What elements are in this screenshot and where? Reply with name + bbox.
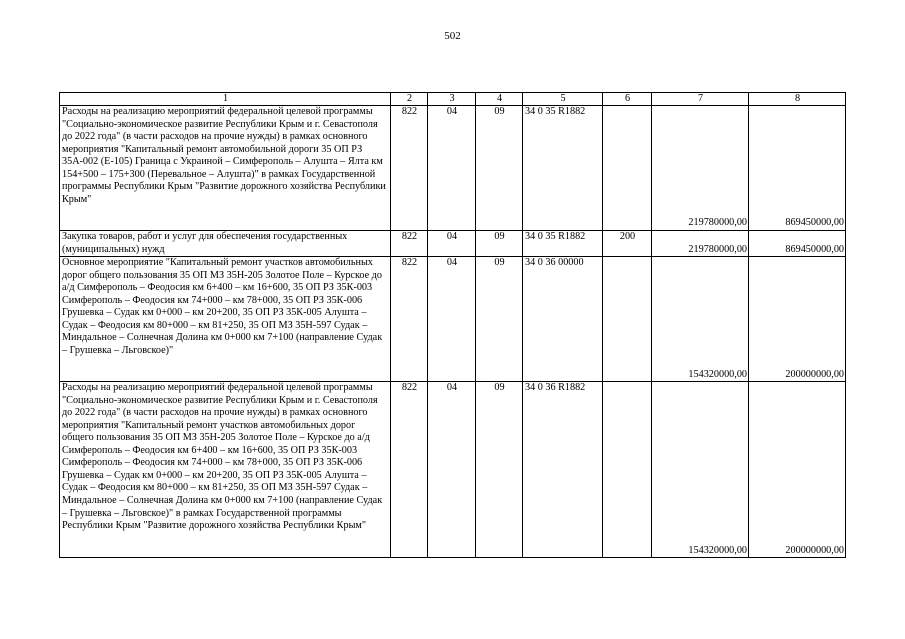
section-code: 04 (428, 106, 476, 231)
ministry-code: 822 (391, 231, 428, 257)
row-description: Основное мероприятие "Капитальный ремонт участков автомобильных дорог общего пользования 35 ОП МЗ 35Н-205 Золотое Поле – Курское до а/д Симферополь – Феодосия км 6+400 – км 16+600, 35 ОП РЗ 35К-003 Симферополь – Феодосия км 74+000 – км 78+000, 35 ОП РЗ 35К-006 Грушевка – Судак км 0+000 – км 20+200, 35 ОП РЗ 35К-005 Алушта – Судак – Феодосия км 80+000 – км 81+250, 35 ОП МЗ 35Н-597 Судак – Миндальное – Солнечная Долина км 0+000 км 7+100 (направление Судак – Грушевка – Льговское)" (60, 257, 391, 382)
row-description: Расходы на реализацию мероприятий федеральной целевой программы "Социально-экономическое развитие Республики Крым и г. Севастополя до 2022 года" (в части расходов на прочие нужды) в рамках основного мероприятия "Капитальный ремонт участков автомобильных дорог общего пользования 35 ОП МЗ 35Н-205 Золотое Поле – Курское до а/д Симферополь – Феодосия км 6+400 – км 16+600, 35 ОП РЗ 35К-003 Симферополь – Феодосия км 74+000 – км 78+000, 35 ОП РЗ 35К-006 Грушевка – Судак км 0+000 – км 20+200, 35 ОП РЗ 35К-005 Алушта – Судак – Феодосия км 80+000 – км 81+250, 35 ОП МЗ 35Н-597 Судак – Миндальное – Солнечная Долина км 0+000 км 7+100 (направление Судак – Грушевка – Льговское)" в рамках Государственной программы Республики Крым "Развитие дорожного хозяйства Республики Крым" (60, 382, 391, 558)
expense-type-code (603, 257, 652, 382)
amount-year-1: 219780000,00 (652, 106, 749, 231)
amount-year-2: 869450000,00 (749, 231, 846, 257)
budget-table (59, 92, 846, 558)
amount-year-2: 200000000,00 (749, 257, 846, 382)
column-header: 3 (428, 93, 476, 106)
section-code: 04 (428, 231, 476, 257)
column-header: 1 (60, 93, 391, 106)
table-row (60, 257, 846, 382)
table-row (60, 382, 846, 558)
column-header: 8 (749, 93, 846, 106)
amount-year-1: 154320000,00 (652, 382, 749, 558)
target-article-code: 34 0 35 R1882 (523, 231, 603, 257)
table-row (60, 106, 846, 231)
amount-year-1: 219780000,00 (652, 231, 749, 257)
amount-year-2: 869450000,00 (749, 106, 846, 231)
section-code: 04 (428, 382, 476, 558)
subsection-code: 09 (476, 106, 523, 231)
subsection-code: 09 (476, 231, 523, 257)
ministry-code: 822 (391, 106, 428, 231)
subsection-code: 09 (476, 382, 523, 558)
expense-type-code (603, 382, 652, 558)
column-header: 2 (391, 93, 428, 106)
page-number: 502 (444, 30, 461, 42)
table-header-row (60, 93, 846, 106)
target-article-code: 34 0 36 00000 (523, 257, 603, 382)
column-header: 6 (603, 93, 652, 106)
row-description: Расходы на реализацию мероприятий федеральной целевой программы "Социально-экономическое развитие Республики Крым и г. Севастополя до 2022 года" (в части расходов на прочие нужды) в рамках основного мероприятия "Капитальный ремонт автомобильной дороги 35 ОП РЗ 35А-002 (Е-105) Граница с Украиной – Симферополь – Алушта – Ялта км 154+500 – 175+300 (Перевальное – Алушта)" в рамках Государственной программы Республики Крым "Развитие дорожного хозяйства Республики Крым" (60, 106, 391, 231)
subsection-code: 09 (476, 257, 523, 382)
amount-year-1: 154320000,00 (652, 257, 749, 382)
target-article-code: 34 0 35 R1882 (523, 106, 603, 231)
column-header: 7 (652, 93, 749, 106)
amount-year-2: 200000000,00 (749, 382, 846, 558)
section-code: 04 (428, 257, 476, 382)
target-article-code: 34 0 36 R1882 (523, 382, 603, 558)
expense-type-code: 200 (603, 231, 652, 257)
row-description: Закупка товаров, работ и услуг для обеспечения государственных (муниципальных) нужд (60, 231, 391, 257)
column-header: 5 (523, 93, 603, 106)
column-header: 4 (476, 93, 523, 106)
table-row (60, 231, 846, 257)
expense-type-code (603, 106, 652, 231)
ministry-code: 822 (391, 257, 428, 382)
ministry-code: 822 (391, 382, 428, 558)
